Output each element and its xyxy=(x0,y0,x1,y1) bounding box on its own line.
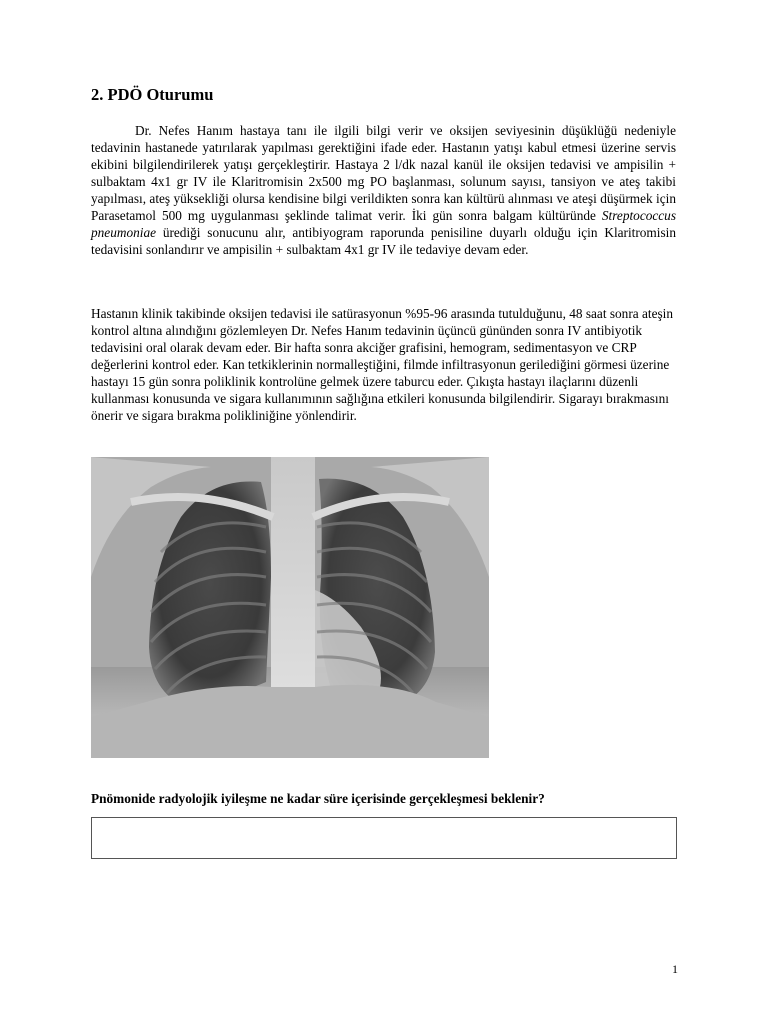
paragraph-treatment xyxy=(91,122,676,258)
paragraph-followup: Hastanın klinik takibinde oksijen tedavisi ile satürasyonun %95-96 arasında tutulduğunu, 48 saat sonra ateşin kontrol altına alındığını gözlemleyen Dr. Nefes Hanım tedavinin üçüncü gününden sonra IV antibiyotik tedavisini oral olarak devam eder. Bir hafta sonra akciğer grafisini, hemogram, sedimentasyon ve CRP değerlerini kontrol eder. Kan tetkiklerinin normalleştiğini, filmde infiltrasyonun gerilediğini görmesi üzerine hastayı 15 gün sonra poliklinik kontrolüne gelmek üzere taburcu eder. Çıkışta hastayı ilaçlarını düzenli kullanması konusunda ve sigara kullanımının sağlığına etkileri konusunda bilgilendirir. Sigarayı bırakmasını önerir ve sigara bırakma polikliniğine yönlendirir. xyxy=(91,306,673,423)
paragraph-treatment-part1: Dr. Nefes Hanım hastaya tanı ile ilgili bilgi verir ve oksijen seviyesinin düşüklüğü nedeniyle tedavinin hastanede yatırılarak yapılması gerektiğini ifade eder. Hastanın yatışı kabul etmesi üzerine servis ekibini bilgilendirilerek yatışı gerçekleştirir. Hastaya 2 l/dk nazal kanül ile oksijen tedavisi ve ampisilin + sulbaktam 4x1 gr IV ile Klaritromisin 2x500 mg PO başlanması, solunum sayısı, tansiyon ve ateş takibi yapılması, ateş yüksekliği olursa kendisine bilgi verildikten sonra kan kültürü alınması ve ateşi düşürmek için Parasetamol 500 mg uygulanması şeklinde talimat verir. İki gün sonra balgam kültüründe xyxy=(91,123,676,223)
question-text: Pnömonide radyolojik iyileşme ne kadar süre içerisinde gerçekleşmesi beklenir? xyxy=(91,791,545,806)
paragraph-treatment-part2: ürediği sonucunu alır, antibiyogram raporunda penisiline duyarlı olduğu için Klaritromisin tedavisini sonlandırır ve ampisilin + sulbaktam 4x1 gr IV ile tedaviye devam eder. xyxy=(91,225,676,257)
answer-field[interactable] xyxy=(91,817,677,859)
section-heading: 2. PDÖ Oturumu xyxy=(91,85,214,104)
chest-xray-image xyxy=(91,457,489,758)
page-number: 1 xyxy=(672,962,678,976)
organism-name: Streptococcus pneumoniae xyxy=(91,208,676,240)
